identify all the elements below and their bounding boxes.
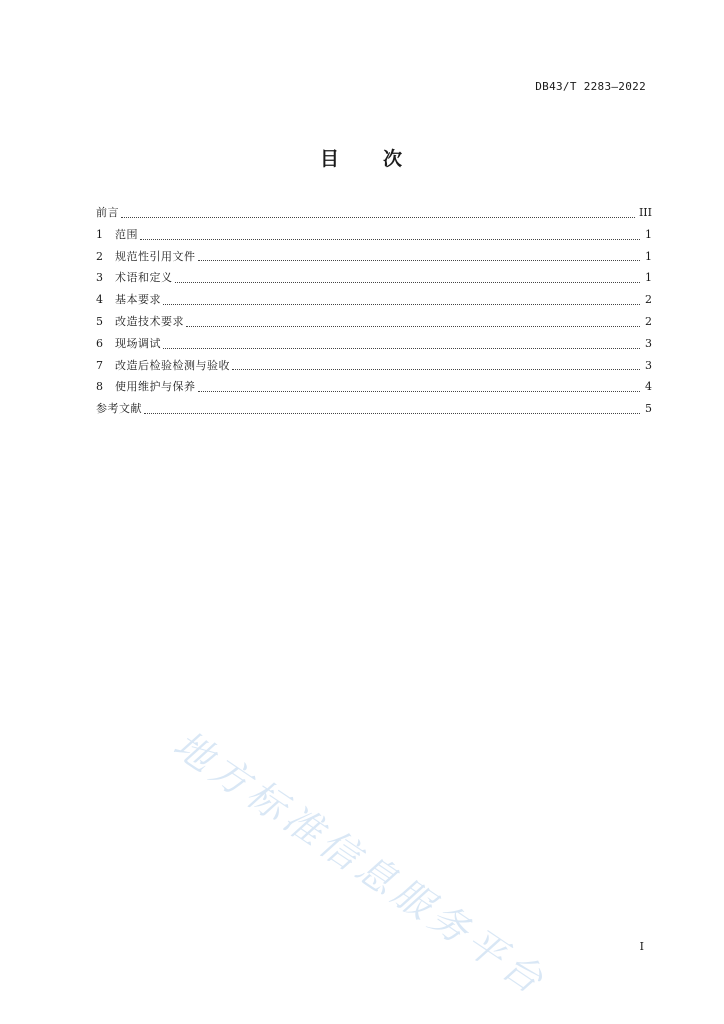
toc-entry-basic-requirements[interactable] [96,291,652,313]
toc-entry-site-commissioning[interactable] [96,335,652,357]
toc-leader-dots [140,238,640,240]
toc-entry-page: 1 [645,271,652,285]
toc-entry-page: 2 [645,314,652,328]
toc-leader-dots [198,259,641,261]
toc-entry-label: 参考文献 [96,402,142,416]
toc-entry-number: 7 [96,358,103,372]
toc-leader-dots [232,368,640,370]
toc-entry-page: III [638,206,652,219]
toc-leader-dots [186,325,640,327]
toc-entry-number: 3 [96,271,103,285]
toc-leader-dots [121,216,635,218]
toc-entry-label: 规范性引用文件 [115,249,196,263]
toc-leader-dots [163,303,640,305]
toc-entry-foreword[interactable] [96,204,652,226]
toc-entry-label: 前言 [96,206,119,219]
toc-entry-bibliography[interactable] [96,400,652,422]
table-of-contents [96,204,652,422]
toc-entry-label: 使用维护与保养 [115,380,196,394]
page-number: I [639,940,644,953]
toc-entry-page: 1 [645,249,652,263]
toc-entry-page: 1 [645,227,652,241]
toc-entry-number: 1 [96,227,103,241]
toc-entry-number: 5 [96,314,103,328]
toc-entry-label: 基本要求 [115,293,161,307]
toc-entry-normative-references[interactable] [96,248,652,270]
toc-entry-number: 4 [96,293,103,307]
toc-title: 目 次 [319,148,404,170]
toc-entry-number: 8 [96,380,103,394]
toc-entry-label: 改造技术要求 [115,314,184,328]
standard-code: DB43/T 2283—2022 [535,80,646,93]
toc-entry-maintenance[interactable] [96,378,652,400]
toc-entry-page: 3 [645,358,652,372]
toc-entry-page: 5 [645,402,652,416]
toc-entry-inspection-acceptance[interactable] [96,357,652,379]
toc-entry-terms-definitions[interactable] [96,269,652,291]
toc-entry-label: 术语和定义 [115,271,173,285]
toc-leader-dots [198,390,641,392]
toc-entry-page: 2 [645,293,652,307]
toc-entry-number: 6 [96,336,103,350]
toc-entry-label: 范围 [115,227,138,241]
toc-entry-technical-requirements[interactable] [96,313,652,335]
platform-watermark: 地方标准信息服务平台 [165,722,556,1005]
toc-entry-page: 4 [645,380,652,394]
toc-leader-dots [163,347,640,349]
toc-entry-number: 2 [96,249,103,263]
toc-entry-label: 改造后检验检测与验收 [115,358,230,372]
toc-leader-dots [175,281,641,283]
toc-entry-label: 现场调试 [115,336,161,350]
toc-entry-page: 3 [645,336,652,350]
toc-entry-scope[interactable] [96,226,652,248]
toc-leader-dots [144,412,640,414]
